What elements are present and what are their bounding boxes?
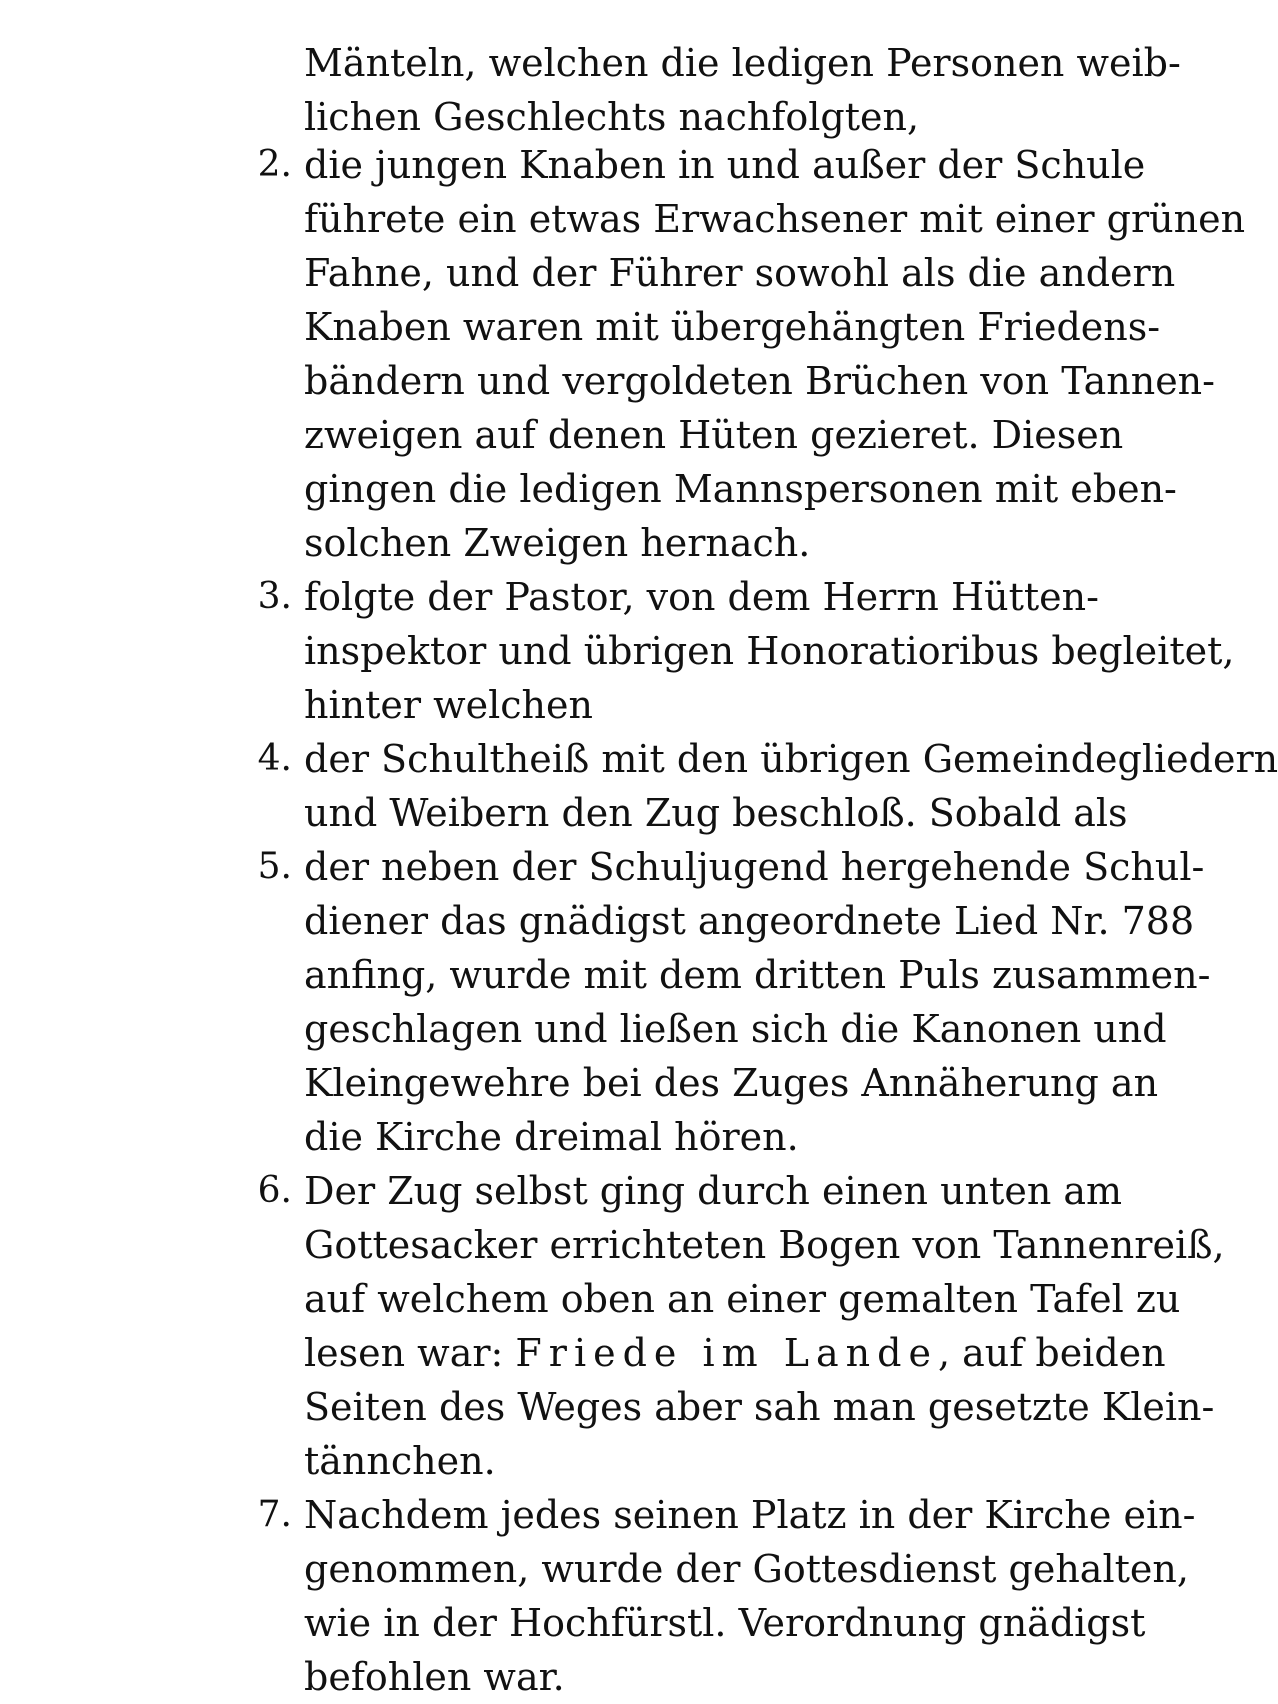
- text-line: lichen Geschlechts nachfolgten,: [304, 95, 920, 139]
- text-line: die jungen Knaben in und außer der Schule: [304, 143, 1146, 187]
- item-number: 5.: [257, 846, 292, 887]
- text-line: befohlen war.: [304, 1655, 565, 1699]
- text-line: der Schultheiß mit den übrigen Gemeindegliedern: [304, 737, 1278, 781]
- text-line: hinter welchen: [304, 683, 593, 727]
- text-line: diener das gnädigst angeordnete Lied Nr. 788: [304, 899, 1195, 943]
- text-line: und Weibern den Zug beschloß. Sobald als: [304, 791, 1128, 835]
- text-line: Fahne, und der Führer sowohl als die andern: [304, 251, 1176, 295]
- text-line: der neben der Schuljugend hergehende Schul-: [304, 845, 1205, 889]
- item-number: 3.: [257, 576, 292, 617]
- text-line: die Kirche dreimal hören.: [304, 1115, 799, 1159]
- text-line: gingen die ledigen Mannspersonen mit eben-: [304, 467, 1177, 511]
- text-fragment: lesen war:: [304, 1331, 516, 1375]
- text-line: Kleingewehre bei des Zuges Annäherung an: [304, 1061, 1159, 1105]
- text-line-with-spaced-quote: [304, 1326, 1166, 1380]
- item-text: [304, 732, 1278, 840]
- item-text: [304, 138, 1246, 570]
- text-line: zweigen auf denen Hüten gezieret. Diesen: [304, 413, 1124, 457]
- item-text: [304, 840, 1211, 1164]
- text-fragment: , auf beiden: [937, 1331, 1166, 1375]
- item-text: [304, 1164, 1225, 1488]
- continued-paragraph: [304, 36, 1181, 144]
- text-line: anfing, wurde mit dem dritten Puls zusammen-: [304, 953, 1211, 997]
- text-line: Nachdem jedes seinen Platz in der Kirche ein-: [304, 1493, 1196, 1537]
- item-number: 7.: [257, 1494, 292, 1535]
- text-line: wie in der Hochfürstl. Verordnung gnädigst: [304, 1601, 1146, 1645]
- text-line: Gottesacker errichteten Bogen von Tannenreiß,: [304, 1223, 1225, 1267]
- text-line: führete ein etwas Erwachsener mit einer grünen: [304, 197, 1246, 241]
- text-line: tännchen.: [304, 1439, 496, 1483]
- text-line: bändern und vergoldeten Brüchen von Tannen-: [304, 359, 1215, 403]
- item-text: [304, 570, 1235, 732]
- text-line: auf welchem oben an einer gemalten Tafel zu: [304, 1277, 1181, 1321]
- text-line: geschlagen und ließen sich die Kanonen und: [304, 1007, 1167, 1051]
- text-line: Seiten des Weges aber sah man gesetzte Klein-: [304, 1385, 1215, 1429]
- item-text: [304, 1488, 1196, 1704]
- item-number: 4.: [257, 738, 292, 779]
- text-line: genommen, wurde der Gottesdienst gehalten,: [304, 1547, 1189, 1591]
- text-line: Der Zug selbst ging durch einen unten am: [304, 1169, 1123, 1213]
- text-line: Mänteln, welchen die ledigen Personen weib-: [304, 41, 1181, 85]
- text-line: Knaben waren mit übergehängten Friedens-: [304, 305, 1161, 349]
- item-number: 2.: [257, 144, 292, 185]
- text-line: inspektor und übrigen Honoratioribus begleitet,: [304, 629, 1235, 673]
- text-line: solchen Zweigen hernach.: [304, 521, 811, 565]
- spaced-quote: Friede im Lande: [515, 1331, 938, 1375]
- item-number: 6.: [257, 1170, 292, 1211]
- text-line: folgte der Pastor, von dem Herrn Hütten-: [304, 575, 1099, 619]
